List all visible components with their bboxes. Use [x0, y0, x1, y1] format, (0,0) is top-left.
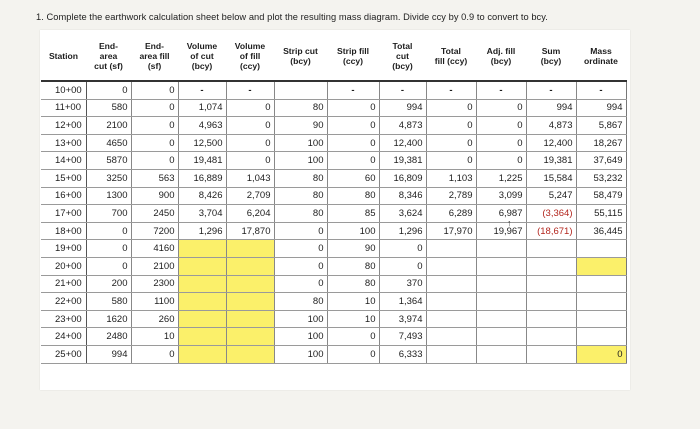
cell-vol-cut: 16,889 [178, 169, 226, 187]
cell-fill-area: 0 [131, 134, 178, 152]
cell-vol-cut: 8,426 [178, 187, 226, 205]
caret-mark: ↑ [507, 218, 512, 228]
cell-adj-fill [476, 345, 526, 363]
cell-sum [526, 275, 576, 293]
cell-total-fill: 0 [426, 152, 476, 170]
cell-adj-fill [476, 293, 526, 311]
cell-sum [526, 293, 576, 311]
cell-strip-fill: 0 [327, 117, 379, 135]
cell-total-cut: 0 [379, 240, 426, 258]
cell-adj-fill: 19,967 [476, 222, 526, 240]
cell-cut-area: 0 [86, 240, 131, 258]
cell-strip-cut: 0 [274, 257, 327, 275]
cell-total-cut: 6,333 [379, 345, 426, 363]
cell-cut-area: 994 [86, 345, 131, 363]
cell-total-fill: 2,789 [426, 187, 476, 205]
table-row [41, 205, 626, 223]
cell-vol-cut: 4,963 [178, 117, 226, 135]
cell-cut-area: 0 [86, 222, 131, 240]
cell-sum [526, 345, 576, 363]
cell-vol-fill: 0 [226, 99, 274, 117]
cell-strip-cut: 0 [274, 240, 327, 258]
table-row [41, 240, 626, 258]
cell-fill-area: 0 [131, 152, 178, 170]
cell-cut-area: 3250 [86, 169, 131, 187]
table-row [41, 117, 626, 135]
cell-cut-area: 200 [86, 275, 131, 293]
cell-total-cut: 19,381 [379, 152, 426, 170]
cell-total-cut: 1,296 [379, 222, 426, 240]
cell-sum: 19,381 [526, 152, 576, 170]
cell-station: 11+00 [41, 99, 86, 117]
cell-sum [526, 240, 576, 258]
cell-strip-cut: 100 [274, 310, 327, 328]
cell-vol-cut [178, 275, 226, 293]
cell-total-fill: 17,970 [426, 222, 476, 240]
column-header-adj-fill: Adj. fill (bcy) [476, 31, 526, 81]
cell-vol-cut: 19,481 [178, 152, 226, 170]
cell-adj-fill: 6,987 [476, 205, 526, 223]
cell-cut-area: 580 [86, 293, 131, 311]
cell-sum: 12,400 [526, 134, 576, 152]
cell-total-cut: 3,974 [379, 310, 426, 328]
cell-vol-fill [226, 293, 274, 311]
cell-total-cut: 7,493 [379, 328, 426, 346]
cell-total-fill: 0 [426, 134, 476, 152]
cell-fill-area: 2100 [131, 257, 178, 275]
cell-strip-fill: - [327, 81, 379, 99]
cell-mass-ordinate: 36,445 [576, 222, 626, 240]
cell-vol-cut [178, 240, 226, 258]
cell-station: 25+00 [41, 345, 86, 363]
cell-strip-cut: 100 [274, 345, 327, 363]
cell-total-cut: 16,809 [379, 169, 426, 187]
table-row [41, 222, 626, 240]
cell-adj-fill [476, 275, 526, 293]
cell-fill-area: 1100 [131, 293, 178, 311]
cell-mass-ordinate: 58,479 [576, 187, 626, 205]
cell-total-fill [426, 310, 476, 328]
cell-adj-fill [476, 257, 526, 275]
cell-total-fill [426, 257, 476, 275]
cell-strip-cut: 90 [274, 117, 327, 135]
table-row [41, 257, 626, 275]
cell-strip-cut: 80 [274, 99, 327, 117]
cell-adj-fill: 0 [476, 99, 526, 117]
cell-strip-cut: 80 [274, 187, 327, 205]
cell-strip-fill: 80 [327, 275, 379, 293]
cell-strip-cut: 0 [274, 275, 327, 293]
column-header-vol-cut: Volume of cut (bcy) [178, 31, 226, 81]
cell-strip-fill: 60 [327, 169, 379, 187]
cell-strip-cut: 100 [274, 152, 327, 170]
cell-station: 14+00 [41, 152, 86, 170]
cell-sum: 994 [526, 99, 576, 117]
cell-strip-fill: 80 [327, 187, 379, 205]
cell-mass-ordinate: 55,115 [576, 205, 626, 223]
cell-strip-fill: 0 [327, 328, 379, 346]
cell-station: 21+00 [41, 275, 86, 293]
table-row [41, 328, 626, 346]
cell-vol-cut [178, 257, 226, 275]
cell-total-fill [426, 345, 476, 363]
column-header-total-cut: Total cut (bcy) [379, 31, 426, 81]
cell-total-fill: 0 [426, 117, 476, 135]
cell-station: 16+00 [41, 187, 86, 205]
cell-vol-fill: 17,870 [226, 222, 274, 240]
cell-strip-cut: 80 [274, 293, 327, 311]
table-row [41, 275, 626, 293]
cell-strip-cut: 80 [274, 169, 327, 187]
cell-total-fill [426, 293, 476, 311]
cell-vol-cut [178, 310, 226, 328]
cell-vol-fill: 1,043 [226, 169, 274, 187]
column-header-vol-fill: Volume of fill (ccy) [226, 31, 274, 81]
cell-vol-cut [178, 293, 226, 311]
cell-station: 23+00 [41, 310, 86, 328]
cell-cut-area: 700 [86, 205, 131, 223]
cell-vol-cut: 1,074 [178, 99, 226, 117]
cell-mass-ordinate: 0 [576, 345, 626, 363]
cell-fill-area: 900 [131, 187, 178, 205]
cell-total-cut: 1,364 [379, 293, 426, 311]
cell-fill-area: 2300 [131, 275, 178, 293]
cell-sum [526, 310, 576, 328]
cell-strip-cut: 100 [274, 328, 327, 346]
cell-adj-fill: 1,225 [476, 169, 526, 187]
cell-cut-area: 2480 [86, 328, 131, 346]
table-row [41, 152, 626, 170]
cell-sum [526, 257, 576, 275]
cell-strip-fill: 0 [327, 99, 379, 117]
cell-fill-area: 260 [131, 310, 178, 328]
cell-total-cut: - [379, 81, 426, 99]
column-header-total-fill: Total fill (ccy) [426, 31, 476, 81]
cell-vol-fill [226, 310, 274, 328]
table-row [41, 310, 626, 328]
cell-strip-fill: 80 [327, 257, 379, 275]
cell-station: 20+00 [41, 257, 86, 275]
cell-strip-fill: 0 [327, 345, 379, 363]
cell-vol-fill: 0 [226, 152, 274, 170]
cell-sum: (3,364) [526, 205, 576, 223]
cell-mass-ordinate [576, 240, 626, 258]
table-row [41, 293, 626, 311]
cell-adj-fill: 0 [476, 134, 526, 152]
cell-vol-cut: 12,500 [178, 134, 226, 152]
cell-strip-fill: 10 [327, 293, 379, 311]
cell-station: 13+00 [41, 134, 86, 152]
cell-vol-fill: 6,204 [226, 205, 274, 223]
column-header-mass-ordinate: Mass ordinate [576, 31, 626, 81]
cell-vol-cut [178, 328, 226, 346]
cell-cut-area: 1300 [86, 187, 131, 205]
cell-strip-fill: 10 [327, 310, 379, 328]
cell-adj-fill [476, 310, 526, 328]
cell-strip-cut: 80 [274, 205, 327, 223]
cell-mass-ordinate: - [576, 81, 626, 99]
cell-strip-fill: 0 [327, 134, 379, 152]
table-row [41, 169, 626, 187]
cell-cut-area: 1620 [86, 310, 131, 328]
cell-sum: 5,247 [526, 187, 576, 205]
cell-adj-fill: 3,099 [476, 187, 526, 205]
cell-strip-cut: 0 [274, 222, 327, 240]
cell-strip-fill: 85 [327, 205, 379, 223]
cell-total-cut: 994 [379, 99, 426, 117]
cell-fill-area: 4160 [131, 240, 178, 258]
cell-mass-ordinate [576, 310, 626, 328]
cell-mass-ordinate [576, 328, 626, 346]
cell-cut-area: 580 [86, 99, 131, 117]
cell-vol-cut: 3,704 [178, 205, 226, 223]
cell-total-fill: 6,289 [426, 205, 476, 223]
cell-sum [526, 328, 576, 346]
cell-sum: - [526, 81, 576, 99]
cell-adj-fill [476, 328, 526, 346]
cell-mass-ordinate: 994 [576, 99, 626, 117]
cell-total-fill [426, 275, 476, 293]
cell-strip-cut: 100 [274, 134, 327, 152]
cell-fill-area: 0 [131, 345, 178, 363]
cell-vol-fill [226, 345, 274, 363]
cell-total-cut: 370 [379, 275, 426, 293]
cell-fill-area: 563 [131, 169, 178, 187]
cell-station: 12+00 [41, 117, 86, 135]
cell-cut-area: 5870 [86, 152, 131, 170]
cell-sum: 4,873 [526, 117, 576, 135]
cell-total-cut: 4,873 [379, 117, 426, 135]
cell-strip-fill: 100 [327, 222, 379, 240]
column-header-cut-area: End- area cut (sf) [86, 31, 131, 81]
cell-sum: 15,584 [526, 169, 576, 187]
table-row [41, 345, 626, 363]
column-header-strip-fill: Strip fill (ccy) [327, 31, 379, 81]
cell-strip-fill: 90 [327, 240, 379, 258]
cell-total-fill [426, 328, 476, 346]
cell-mass-ordinate: 5,867 [576, 117, 626, 135]
cell-station: 10+00 [41, 81, 86, 99]
cell-total-cut: 12,400 [379, 134, 426, 152]
cell-mass-ordinate: 37,649 [576, 152, 626, 170]
cell-vol-cut: 1,296 [178, 222, 226, 240]
table-row [41, 134, 626, 152]
cell-vol-cut: - [178, 81, 226, 99]
earthwork-table [41, 31, 627, 364]
cell-station: 22+00 [41, 293, 86, 311]
cell-sum: (18,671) [526, 222, 576, 240]
cell-total-fill [426, 240, 476, 258]
cell-strip-fill: 0 [327, 152, 379, 170]
cell-station: 18+00 [41, 222, 86, 240]
cell-mass-ordinate [576, 257, 626, 275]
column-header-sum: Sum (bcy) [526, 31, 576, 81]
cell-vol-fill: 2,709 [226, 187, 274, 205]
cell-total-fill: 1,103 [426, 169, 476, 187]
cell-mass-ordinate: 18,267 [576, 134, 626, 152]
table-row [41, 99, 626, 117]
cell-fill-area: 7200 [131, 222, 178, 240]
column-header-fill-area: End- area fill (sf) [131, 31, 178, 81]
question-text: 1. Complete the earthwork calculation sheet below and plot the resulting mass diagram. Divide ccy by 0.9 to convert to bcy. [36, 12, 548, 22]
cell-station: 19+00 [41, 240, 86, 258]
table-row [41, 81, 626, 99]
cell-total-cut: 0 [379, 257, 426, 275]
cell-cut-area: 0 [86, 257, 131, 275]
cell-cut-area: 4650 [86, 134, 131, 152]
cell-strip-cut [274, 81, 327, 99]
cell-fill-area: 10 [131, 328, 178, 346]
cell-station: 17+00 [41, 205, 86, 223]
cell-fill-area: 2450 [131, 205, 178, 223]
cell-total-fill: 0 [426, 99, 476, 117]
cell-fill-area: 0 [131, 99, 178, 117]
cell-mass-ordinate [576, 293, 626, 311]
cell-total-fill: - [426, 81, 476, 99]
cell-vol-fill: 0 [226, 117, 274, 135]
cell-adj-fill [476, 240, 526, 258]
cell-mass-ordinate: 53,232 [576, 169, 626, 187]
cell-station: 24+00 [41, 328, 86, 346]
cell-total-cut: 8,346 [379, 187, 426, 205]
cell-vol-fill [226, 275, 274, 293]
column-header-strip-cut: Strip cut (bcy) [274, 31, 327, 81]
cell-vol-fill [226, 240, 274, 258]
cell-vol-fill: - [226, 81, 274, 99]
cell-vol-fill [226, 257, 274, 275]
column-header-station: Station [41, 31, 86, 81]
cell-station: 15+00 [41, 169, 86, 187]
cell-fill-area: 0 [131, 81, 178, 99]
cell-adj-fill: - [476, 81, 526, 99]
cell-vol-fill [226, 328, 274, 346]
cell-cut-area: 2100 [86, 117, 131, 135]
cell-vol-cut [178, 345, 226, 363]
table-header-row [41, 31, 626, 81]
cell-mass-ordinate [576, 275, 626, 293]
cell-adj-fill: 0 [476, 117, 526, 135]
cell-cut-area: 0 [86, 81, 131, 99]
table-row [41, 187, 626, 205]
cell-fill-area: 0 [131, 117, 178, 135]
cell-vol-fill: 0 [226, 134, 274, 152]
cell-adj-fill: 0 [476, 152, 526, 170]
cell-total-cut: 3,624 [379, 205, 426, 223]
